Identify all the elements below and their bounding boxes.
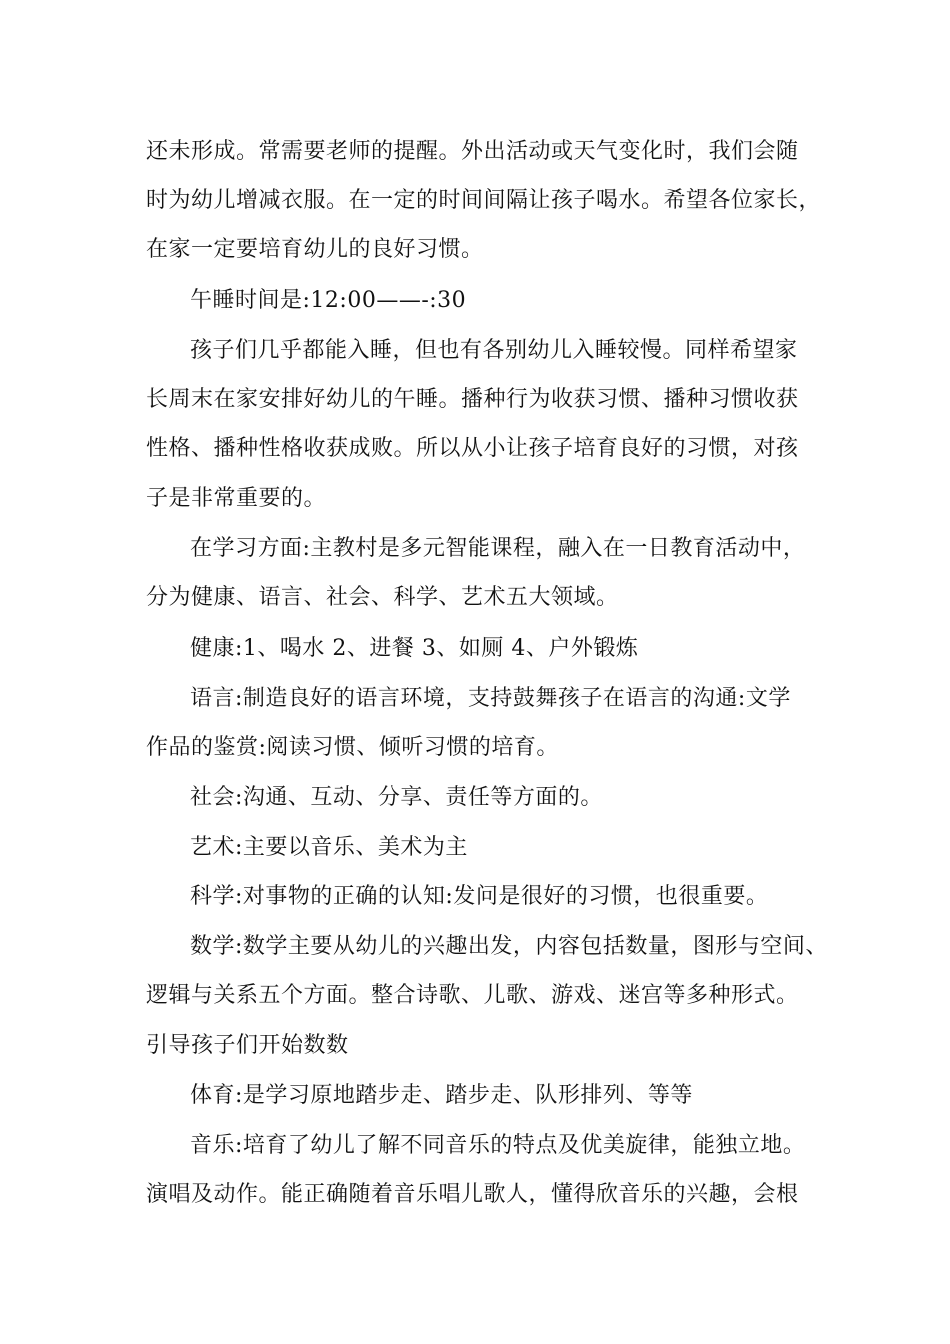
- science-line: 科学:对事物的正确的认知:发问是很好的习惯，也很重要。: [190, 884, 769, 909]
- music-line: 音乐:培育了幼儿了解不同音乐的特点及优美旋律，能独立地。: [190, 1133, 806, 1158]
- paragraph-line: 性格、播种性格收获成败。所以从小让孩子培育良好的习惯，对孩: [146, 436, 799, 461]
- paragraph-line: 孩子们几乎都能入睡，但也有各别幼儿入睡较慢。同样希望家: [190, 338, 798, 363]
- art-line: 艺术:主要以音乐、美术为主: [190, 835, 468, 860]
- society-line: 社会:沟通、互动、分享、责任等方面的。: [190, 785, 603, 810]
- paragraph-line: 长周末在家安排好幼儿的午睡。播种行为收获习惯、播种习惯收获: [146, 387, 799, 412]
- math-line: 数学:数学主要从幼儿的兴趣出发，内容包括数量，图形与空间、: [190, 934, 828, 959]
- paragraph-line: 作品的鉴赏:阅读习惯、倾听习惯的培育。: [146, 735, 559, 760]
- paragraph-line: 分为健康、语言、社会、科学、艺术五大领域。: [146, 585, 619, 610]
- paragraph-line: 引导孩子们开始数数: [146, 1033, 349, 1058]
- language-line: 语言:制造良好的语言环境，支持鼓舞孩子在语言的沟通:文学: [190, 686, 791, 711]
- paragraph-line: 演唱及动作。能正确随着音乐唱儿歌人，懂得欣音乐的兴趣，会根: [146, 1182, 799, 1207]
- paragraph-line: 子是非常重要的。: [146, 486, 327, 511]
- paragraph-line: 时为幼儿增减衣服。在一定的时间间隔让孩子喝水。希望各位家长，: [146, 188, 822, 213]
- pe-line: 体育:是学习原地踏步走、踏步走、队形排列、等等: [190, 1083, 693, 1108]
- paragraph-line: 还未形成。常需要老师的提醒。外出活动或天气变化时，我们会随: [146, 139, 799, 164]
- paragraph-line: 在学习方面:主教村是多元智能课程，融入在一日教育活动中，: [190, 536, 806, 561]
- health-line: 健康:1、喝水 2、进餐 3、如厕 4、户外锻炼: [190, 636, 639, 661]
- paragraph-line: 逻辑与关系五个方面。整合诗歌、儿歌、游戏、迷宫等多种形式。: [146, 983, 799, 1008]
- paragraph-line: 在家一定要培育幼儿的良好习惯。: [146, 237, 484, 262]
- nap-time-line: 午睡时间是:12:00——-:30: [190, 288, 467, 313]
